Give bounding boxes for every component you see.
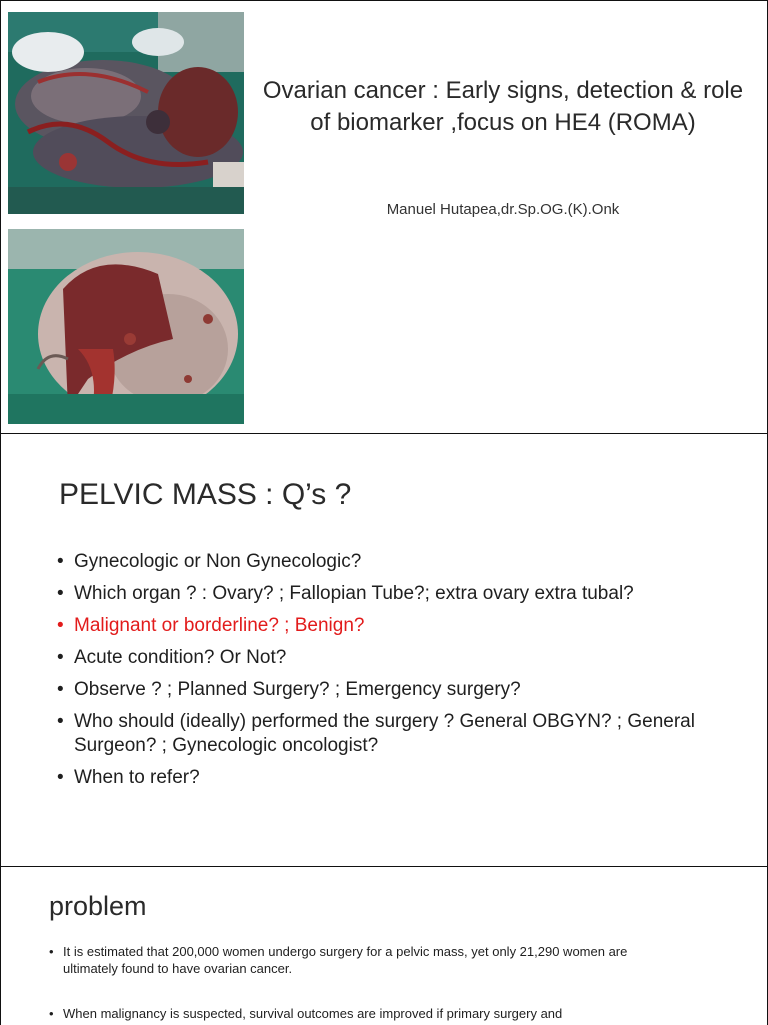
surgical-photo-bottom — [8, 229, 244, 424]
presenter-name: Manuel Hutapea,dr.Sp.OG.(K).Onk — [386, 201, 620, 218]
presentation-title: Ovarian cancer : Early signs, detection & role of biomarker ,focus on HE4 (ROMA) — [262, 77, 744, 136]
list-item: • Acute condition? Or Not? — [57, 646, 737, 670]
question-list — [57, 550, 737, 798]
list-item: • Who should (ideally) performed the surgery ? General OBGYN? ; General Surgeon? ; Gynecologic oncologist? — [57, 710, 737, 758]
title-slide — [0, 0, 768, 434]
pelvic-mass-slide — [0, 433, 768, 867]
slide-title: problem — [49, 891, 147, 921]
list-item-highlighted: • Malignant or borderline? ; Benign? — [57, 614, 737, 638]
problem-list — [49, 943, 669, 1025]
surgical-photo-top — [8, 12, 244, 214]
list-item: • When to refer? — [57, 766, 737, 790]
problem-slide — [0, 866, 768, 1025]
slide-title: PELVIC MASS : Q’s ? — [59, 478, 352, 511]
list-item: • When malignancy is suspected, survival outcomes are improved if primary surgery and — [49, 1005, 669, 1022]
list-item: • Gynecologic or Non Gynecologic? — [57, 550, 737, 574]
list-item: • It is estimated that 200,000 women undergo surgery for a pelvic mass, yet only 21,290 women are ultimately found to have ovarian cancer. — [49, 943, 669, 977]
list-item: • Observe ? ; Planned Surgery? ; Emergency surgery? — [57, 678, 737, 702]
list-item: • Which organ ? : Ovary? ; Fallopian Tube?; extra ovary extra tubal? — [57, 582, 737, 606]
